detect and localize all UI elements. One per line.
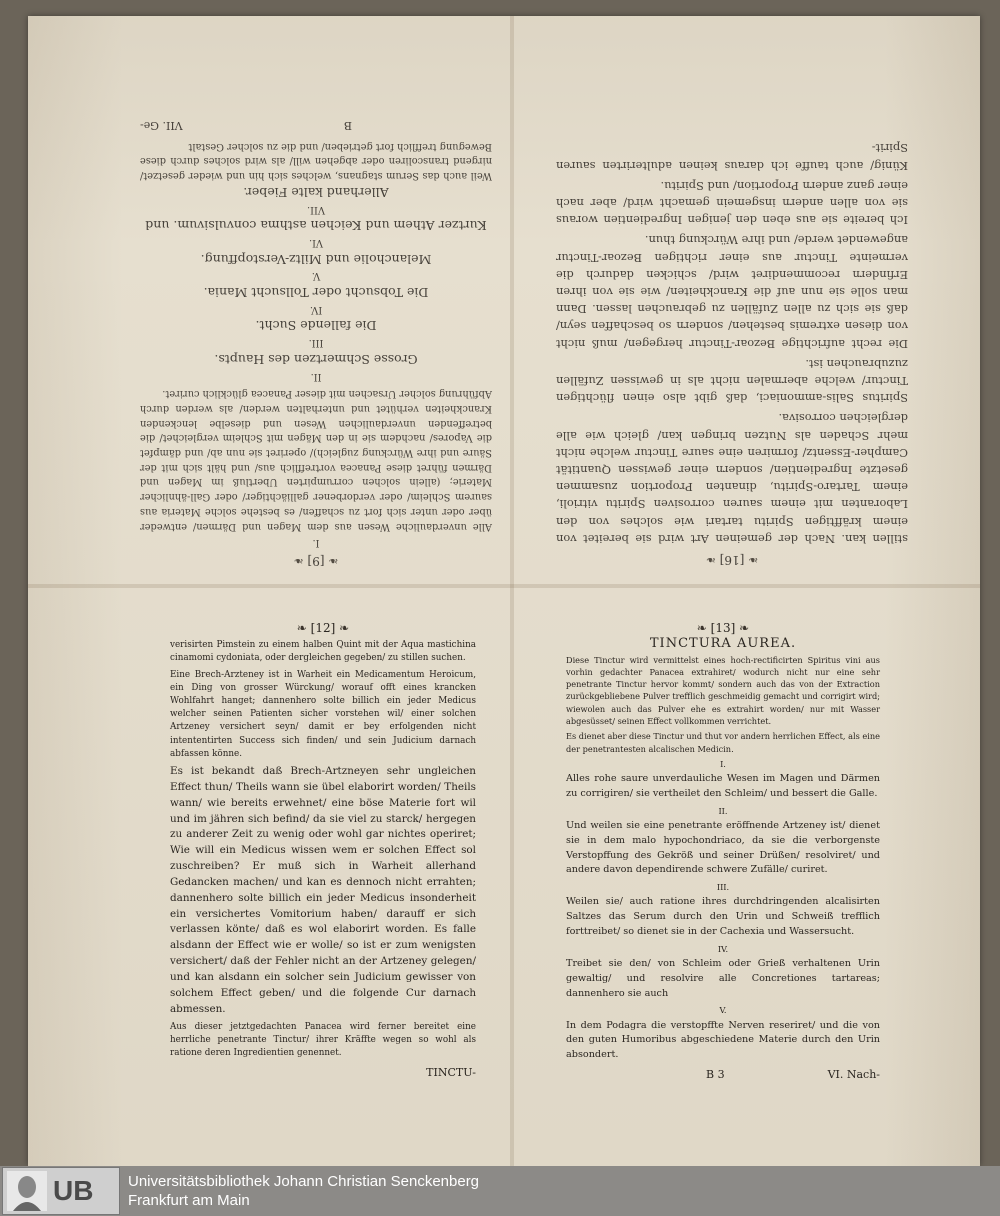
catchword: VII. Ge- [140,119,183,133]
library-name [128,1172,479,1210]
numeral: I. [312,537,320,549]
paragraphs [556,139,908,547]
item-numeral: VII. [307,203,325,215]
item-numeral: I. [720,758,726,769]
item-text: Alles rohe saure unverdauliche Wesen im Magen und Därmen zu corrigiren/ sie vertheilet den Schleim/ und bessert die Galle. [566,773,880,800]
paragraph: Künig/ auch tauffe ich daraus keinen adulterirten sauren Spirit- [556,141,908,173]
horizontal-fold [28,584,980,588]
paragraph: Diese Tinctur wird vermittelst eines hoch-rectificirten Spiritus vini aus vorhin gedachter Panacea extrahiret/ wodurch nicht nur eine sehr penetrante Tinctur hervor kommt/ sondern auch das von der Extraction zurückgebliebene Pulver trefflich geschmeidig gemacht und corrigirt wird; wiewolen auch das Pulver ehe es extrahirt worden/ nur mit Wasser abgesüsset/ seinen Effect vollkommen verrichtet. [566,654,880,727]
portrait-icon [7,1171,47,1211]
page-footer [170,1066,476,1079]
page-number: ❧ [13] ❧ [696,621,750,635]
paragraph-tail: Weil auch das Serum stagnans, welches sich hin und wieder gesetzet/ nirgend transcoliren oder abgehen will/ als wird solches durch diese Bewegung trefflich fort getrieben/ und die zu solcher Gestalt [140,140,492,182]
item-numeral: IV. [717,943,729,954]
item-text: Die fallende Sucht. [255,318,377,334]
page-number: ❧ [12] ❧ [296,621,350,635]
catchword: VI. Nach- [827,1067,880,1081]
item-numeral: V. [311,270,321,282]
item-numeral: III. [716,882,730,893]
page-upper-left [140,86,492,568]
item-numeral: II. [310,370,322,382]
logo-text: UB [53,1175,94,1206]
item-text: Weilen sie/ auch ratione ihres durchdringenden alcalisirten Saltzes das Serum durch den Urin und Schweiß trefflich forttreibet/ so dienet sie in der Cachexia und Wassersucht. [566,896,880,937]
paragraph: Die recht aufrichtige Bezoar-Tinctur hergegen/ muß nicht von diesen extremis bestehen/ sondern so beschaffen seyn/ daß sie sich zu allen Zufällen zu gebrauchen lassen. Dann man solle sie nun auf die Kranckheiten/ wie sie von ihren Erfindern recommendiret wird/ schicken dadurch die vermeinte Tinctur aus einer richtigen Bezoar-Tinctur angewendet werde/ und ihre Würckung thun. [556,233,908,351]
paragraph: Ich bereite sie aus eben den jenigen Ingredientien woraus sie von allen andern insgemein gemacht wird/ aber nach einer ganz andern Proportion/ und Spiritu. [556,178,908,228]
page-lower-left [170,622,476,1079]
item-numeral: II. [718,805,728,816]
signature: B 3 [706,1067,725,1081]
vertical-fold [510,16,514,1166]
paragraph: Es ist bekandt daß Brech-Artzneyen sehr ungleichen Effect thun/ Theils wann sie übel elaborirt worden/ Theils wann/ wie bereits erwehnet/ eine böse Materie fort wil und im jähren sich befind/ da sie viel zu starck/ hergegen zu anderer Zeit zu wenig oder wohl gar nichtes operiret; Wie will ein Medicus wissen wem er solchen Effect sol zuschreiben? Er muß sich in Warheit allerhand Gedancken machen/ und kan es dennoch nicht errahten; dannenhero solte billich ein jeder Medicus insonderheit ein versichertes Vomitorium haben/ darauff er sich verlassen könte/ daß es wol elaborirt worden. Es falle alsdann der Effect wie er wolle/ so ist er zum wenigsten versichert/ daß der Fehler nicht an der Artzeney gelegen/ und kan alsdann ein solcher sein Judicium gewisser von solchem Effect geben/ und die folgende Cur darnach abmessen. [170,765,476,1015]
page-upper-right [556,88,908,568]
library-logo[interactable] [2,1167,120,1215]
paper-sheet [28,16,980,1166]
item-text: Allerhand kalte Fieber. [243,184,389,200]
item-numeral: V. [719,1005,727,1016]
item-numeral: VI. [308,236,324,248]
library-name-line2: Frankfurt am Main [128,1192,250,1209]
signature: B [343,119,352,133]
paragraph: Aus dieser jetztgedachten Panacea wird ferner bereitet eine herrliche penetrante Tinctur/ ihrer Kräffte wegen so wohl als ratione deren Ingredientien genennet. [170,1021,476,1058]
library-name-line1: Universitätsbibliothek Johann Christian Senckenberg [128,1173,480,1190]
paragraph: verisirten Pimstein zu einem halben Quint mit der Aqua mastichina cinamomi cydoniata, oder dergleichen gegeben/ zu stillen suchen. [170,640,476,664]
paragraph: stillen kan. Nach der gemeinen Art wird sie bereitet von einem kräfftigen Spiritu tartari wie solches von den Laboranten mit einem sauren corrosiven Spiritu vitrioli, einem Tartaro-Spiritu, dinanten Proportion zusammen gesetzte Ingredientien/ sondern einer gewissen Quantität Campher-Essentz/ formiren eine saure Tinctur welche nicht mehr Schaden als Nutzen bringen kan/ gleich wie alle dergleichen corrosiva. [556,411,908,546]
item-text: Treibet sie den/ von Schleim oder Grieß verhaltenen Urin gewaltig/ und resolvire alle Concretiones tartareas; dannenhero sie auch [566,958,880,999]
item-numeral: III. [308,337,324,349]
page-footer [566,1069,880,1081]
paragraph: Eine Brech-Arzteney ist in Warheit ein Medicamentum Heroicum, ein Ding von grosser Würckung/ worauf offt eines krancken Wohlfahrt hanget; dannenhero solte billich ein jeder Medicus welcher seinen Patienten sicher vorstehen wil/ einer solchen Artzeney versichert seyn/ damit er bey erfolgenden nicht intententirten Success sich finden/ und sein Judicium darnach abfassen könne. [170,669,476,759]
item-text: Und weilen sie eine penetrante eröffnende Artzeney ist/ dienet sie in dem malo hypochondriaco, da sie die verborgenste Verstopffung des Gekröß und seiner Drüßen/ resolviret/ und andere davon dependirende schwere Zufälle/ curiret. [566,820,880,876]
page-number: ❧ [16] ❧ [705,553,759,567]
paragraph: Es dienet aber diese Tinctur und thut vor andern herrlichen Effect, als eine der penetrantesten alcalischen Medicin. [566,731,880,754]
item-text: Grosse Schmertzen des Haupts. [214,351,418,367]
item-text: Kurtzer Athem und Keichen asthma convulsivum. und [145,218,487,234]
catchword: TINCTU- [426,1066,476,1080]
page-lower-right [566,622,880,1081]
page-title: TINCTURA AUREA. [649,636,797,652]
page-number: ❧ [9] ❧ [293,554,339,568]
library-banner [0,1166,1000,1216]
item-text: Die Tobsucht oder Tollsucht Mania. [203,285,429,301]
numbered-list [140,184,492,382]
item-numeral: IV. [309,303,323,315]
numbered-list [566,758,880,1063]
paragraph: Alle unverdauliche Wesen aus dem Magen und Därmen/ entweder über oder unter sich fort zu schaffen/ es bestehe solche Materia aus saurem Schleim/ oder verdorbener galliächtiger/ oder Gall-ähnlicher Materie; (allein solchen corrumpirten Ubertluß im Magen und Därmen führet diese Panacea vortrefflich aus/ und hält sich mit der Säure und ihre Würckung zugleich)/ operiret sie nun ab/ und dämpfet die Vapores/ nachdem sie in den Mägen mit Schleim vergleichet/ die betreffenden unverdaulichen Wesen und dieselbe lenckenden Kranckheiten verhütet und unterhalten werden/ als werden durch Abführung solcher Ursachen mit dieser Panacea glücklich curiret. [140,388,492,532]
item-text: Melancholie und Miltz-Verstopffung. [200,251,432,267]
page-footer [140,117,492,132]
item-text: In dem Podagra die verstopffte Nerven reseriret/ und die von den guten Humoribus abgeschiedene Materie durch den Urin absondert. [566,1019,880,1061]
paragraph: Spiritus Salis-ammoniaci, daß gibt also einen flüchtigen Tinctur/ welche abermalen nicht als in gewissen Zufällen zuzubrauchen ist. [556,356,908,406]
